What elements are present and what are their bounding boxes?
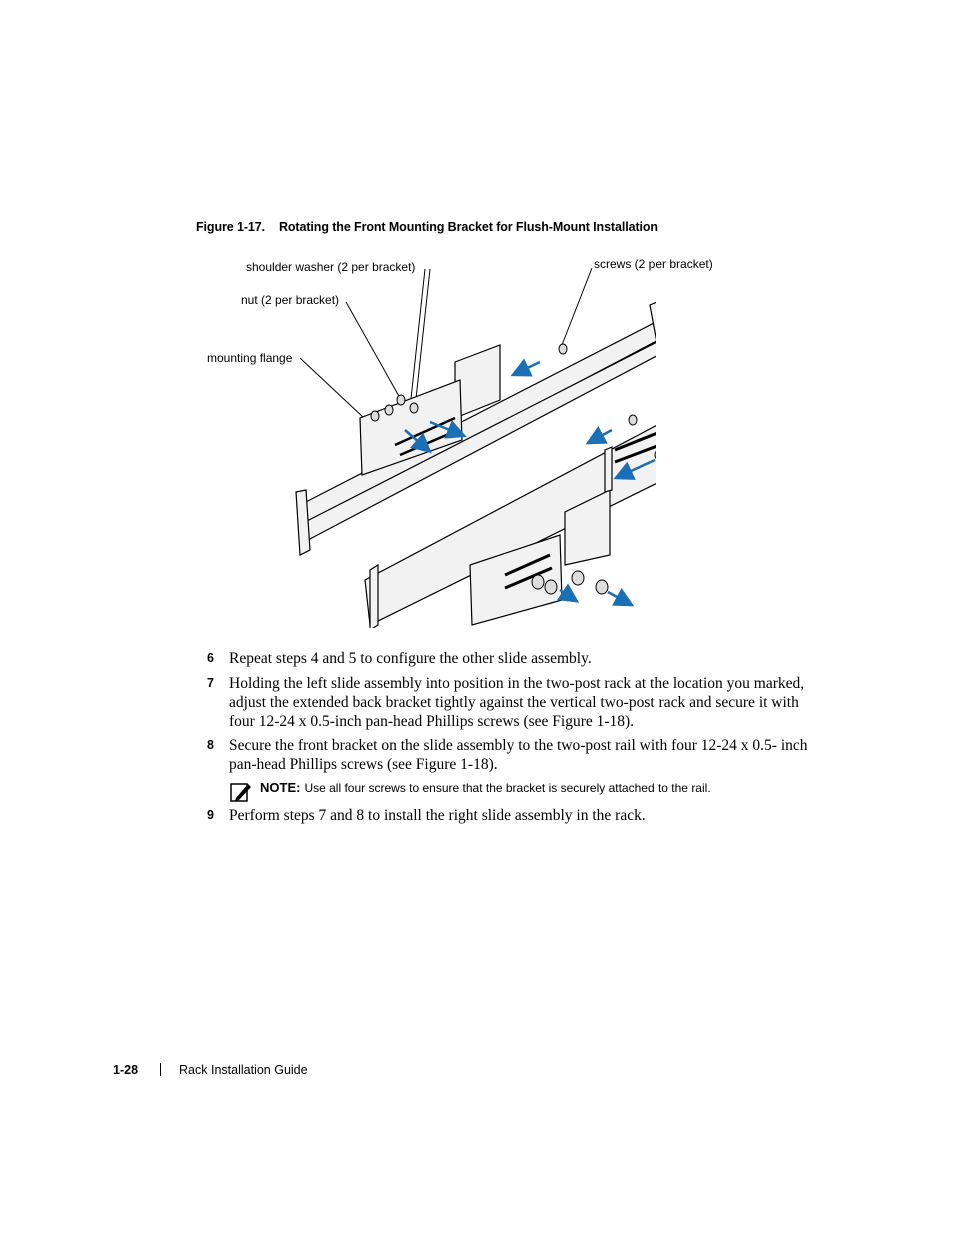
step-6 (207, 649, 827, 668)
figure-caption (196, 220, 658, 234)
guide-title: Rack Installation Guide (179, 1063, 308, 1077)
callout-mounting-flange: mounting flange (207, 351, 293, 365)
step-text: Holding the left slide assembly into position in the two-post rack at the location you marked, adjust the extended back bracket tightly against the vertical two-post rack and secure it with four 12-24 x 0.5-inch pan-head Phillips screws (see Figure 1-18). (229, 675, 805, 730)
step-number: 9 (207, 808, 214, 822)
step-8 (207, 736, 827, 774)
step-number: 8 (207, 738, 214, 752)
figure-number: Figure 1-17. (196, 220, 265, 234)
step-text: Repeat steps 4 and 5 to configure the other slide assembly. (229, 650, 592, 667)
step-text: Perform steps 7 and 8 to install the right slide assembly in the rack. (229, 807, 646, 824)
callout-screws: screws (2 per bracket) (594, 257, 713, 271)
figure-title: Rotating the Front Mounting Bracket for Flush-Mount Installation (278, 220, 658, 234)
page-footer (113, 1063, 308, 1077)
step-9 (207, 806, 827, 825)
callout-shoulder-washer: shoulder washer (2 per bracket) (246, 260, 416, 274)
step-7 (207, 674, 827, 731)
step-number: 7 (207, 676, 214, 690)
footer-divider (160, 1063, 161, 1076)
note (230, 780, 711, 795)
step-text: Secure the front bracket on the slide assembly to the two-post rail with four 12-24 x 0.5- inch pan-head Phillips screws (see Figure 1-18). (229, 737, 808, 773)
rail-assembly-illustration (196, 248, 656, 628)
callout-nut: nut (2 per bracket) (241, 293, 340, 307)
note-text: Use all four screws to ensure that the bracket is securely attached to the rail. (304, 781, 711, 795)
step-number: 6 (207, 651, 214, 665)
pencil-note-icon (230, 781, 252, 803)
page-number: 1-28 (113, 1063, 139, 1077)
note-label: NOTE: (260, 780, 301, 795)
